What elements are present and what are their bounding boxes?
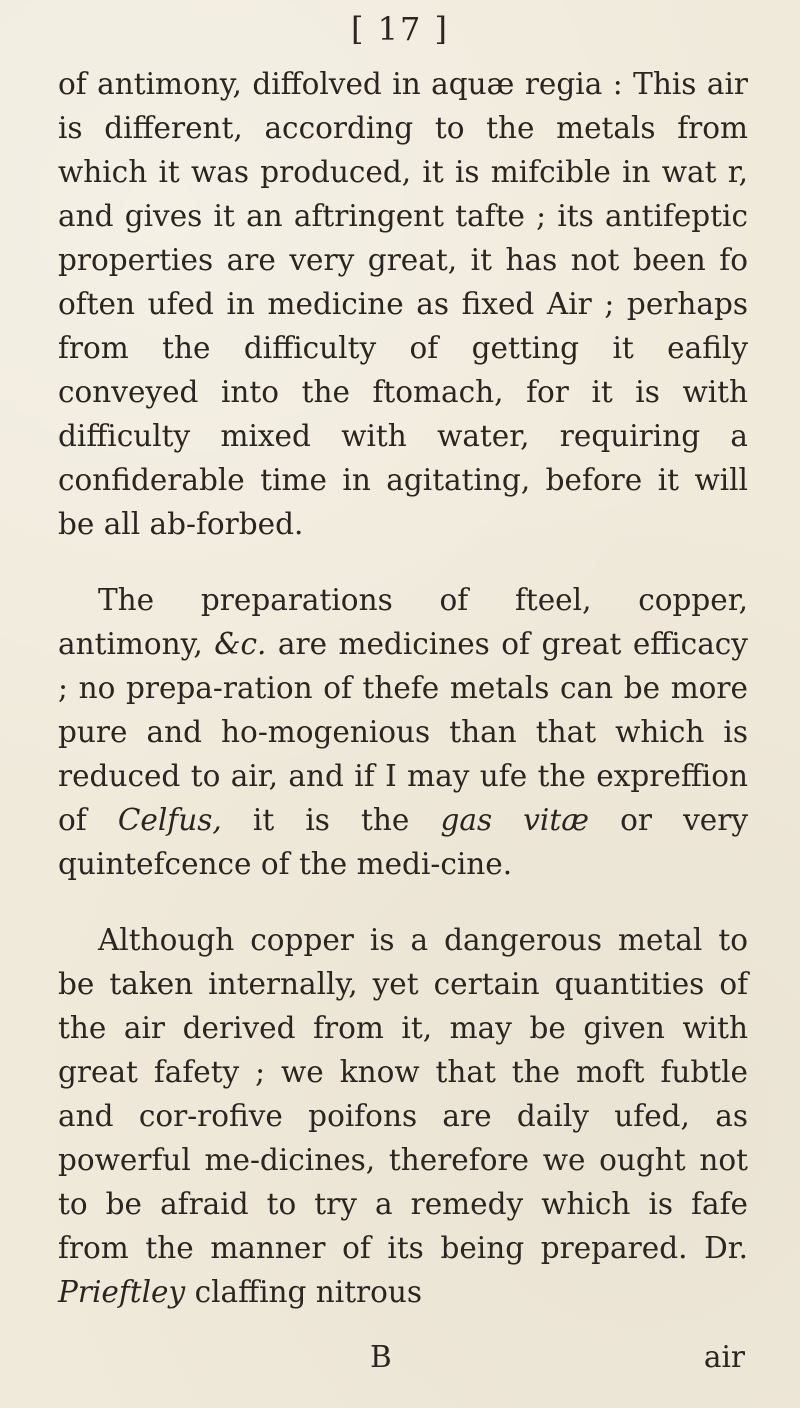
paragraph-2-gas-vitae: gas vitæ	[440, 803, 589, 837]
paragraph-2	[58, 578, 748, 886]
paragraph-3-text-2: claffing nitrous	[185, 1275, 423, 1309]
paragraph-3-priestley: Prieftley	[58, 1275, 186, 1309]
catchword: air	[703, 1340, 745, 1374]
paragraph-2-celfus: Celfus,	[117, 803, 222, 837]
paragraph-2-etc: &c.	[214, 627, 267, 661]
body-text	[58, 62, 748, 1346]
page-footer	[0, 1340, 800, 1384]
signature-mark: B	[370, 1340, 392, 1374]
paragraph-2-text-4: or very quintefcence of the medi-cine.	[58, 803, 749, 881]
paragraph-2-text-3: it is the	[221, 803, 441, 837]
paragraph-3-text-1: Although copper is a dangerous metal to be taken internally, yet certain quantities of the air derived from it, may be given with great fafety ; we know that the moft fubtle and cor-rofive poifons are daily ufed, as powerful me-dicines, therefore we ought not to be afraid to try a remedy which is fafe from the manner of its being prepared. Dr.	[58, 923, 748, 1265]
paragraph-3	[58, 918, 748, 1314]
paragraph-2-text-2: are medicines of great efficacy ; no prepa-ration of thefe metals can be more pure and ho-mogenious than that which is reduced to air, and if I may ufe the expreffion of	[58, 627, 748, 837]
paragraph-1-text: of antimony, diffolved in aquæ regia : This air is different, according to the metals from which it was produced, it is mifcible in wat r, and gives it an aftringent tafte ; its antifeptic properties are very great, it has not been fo often ufed in medicine as fixed Air ; perhaps from the difficulty of getting it eafily conveyed into the ftomach, for it is with difficulty mixed with water, requiring a confiderable time in agitating, before it will be all ab-forbed.	[58, 67, 748, 541]
paragraph-1	[58, 62, 748, 546]
paragraph-2-text-1: The preparations of fteel, copper, antimony,	[58, 583, 748, 661]
page-number: [ 17 ]	[350, 10, 450, 48]
